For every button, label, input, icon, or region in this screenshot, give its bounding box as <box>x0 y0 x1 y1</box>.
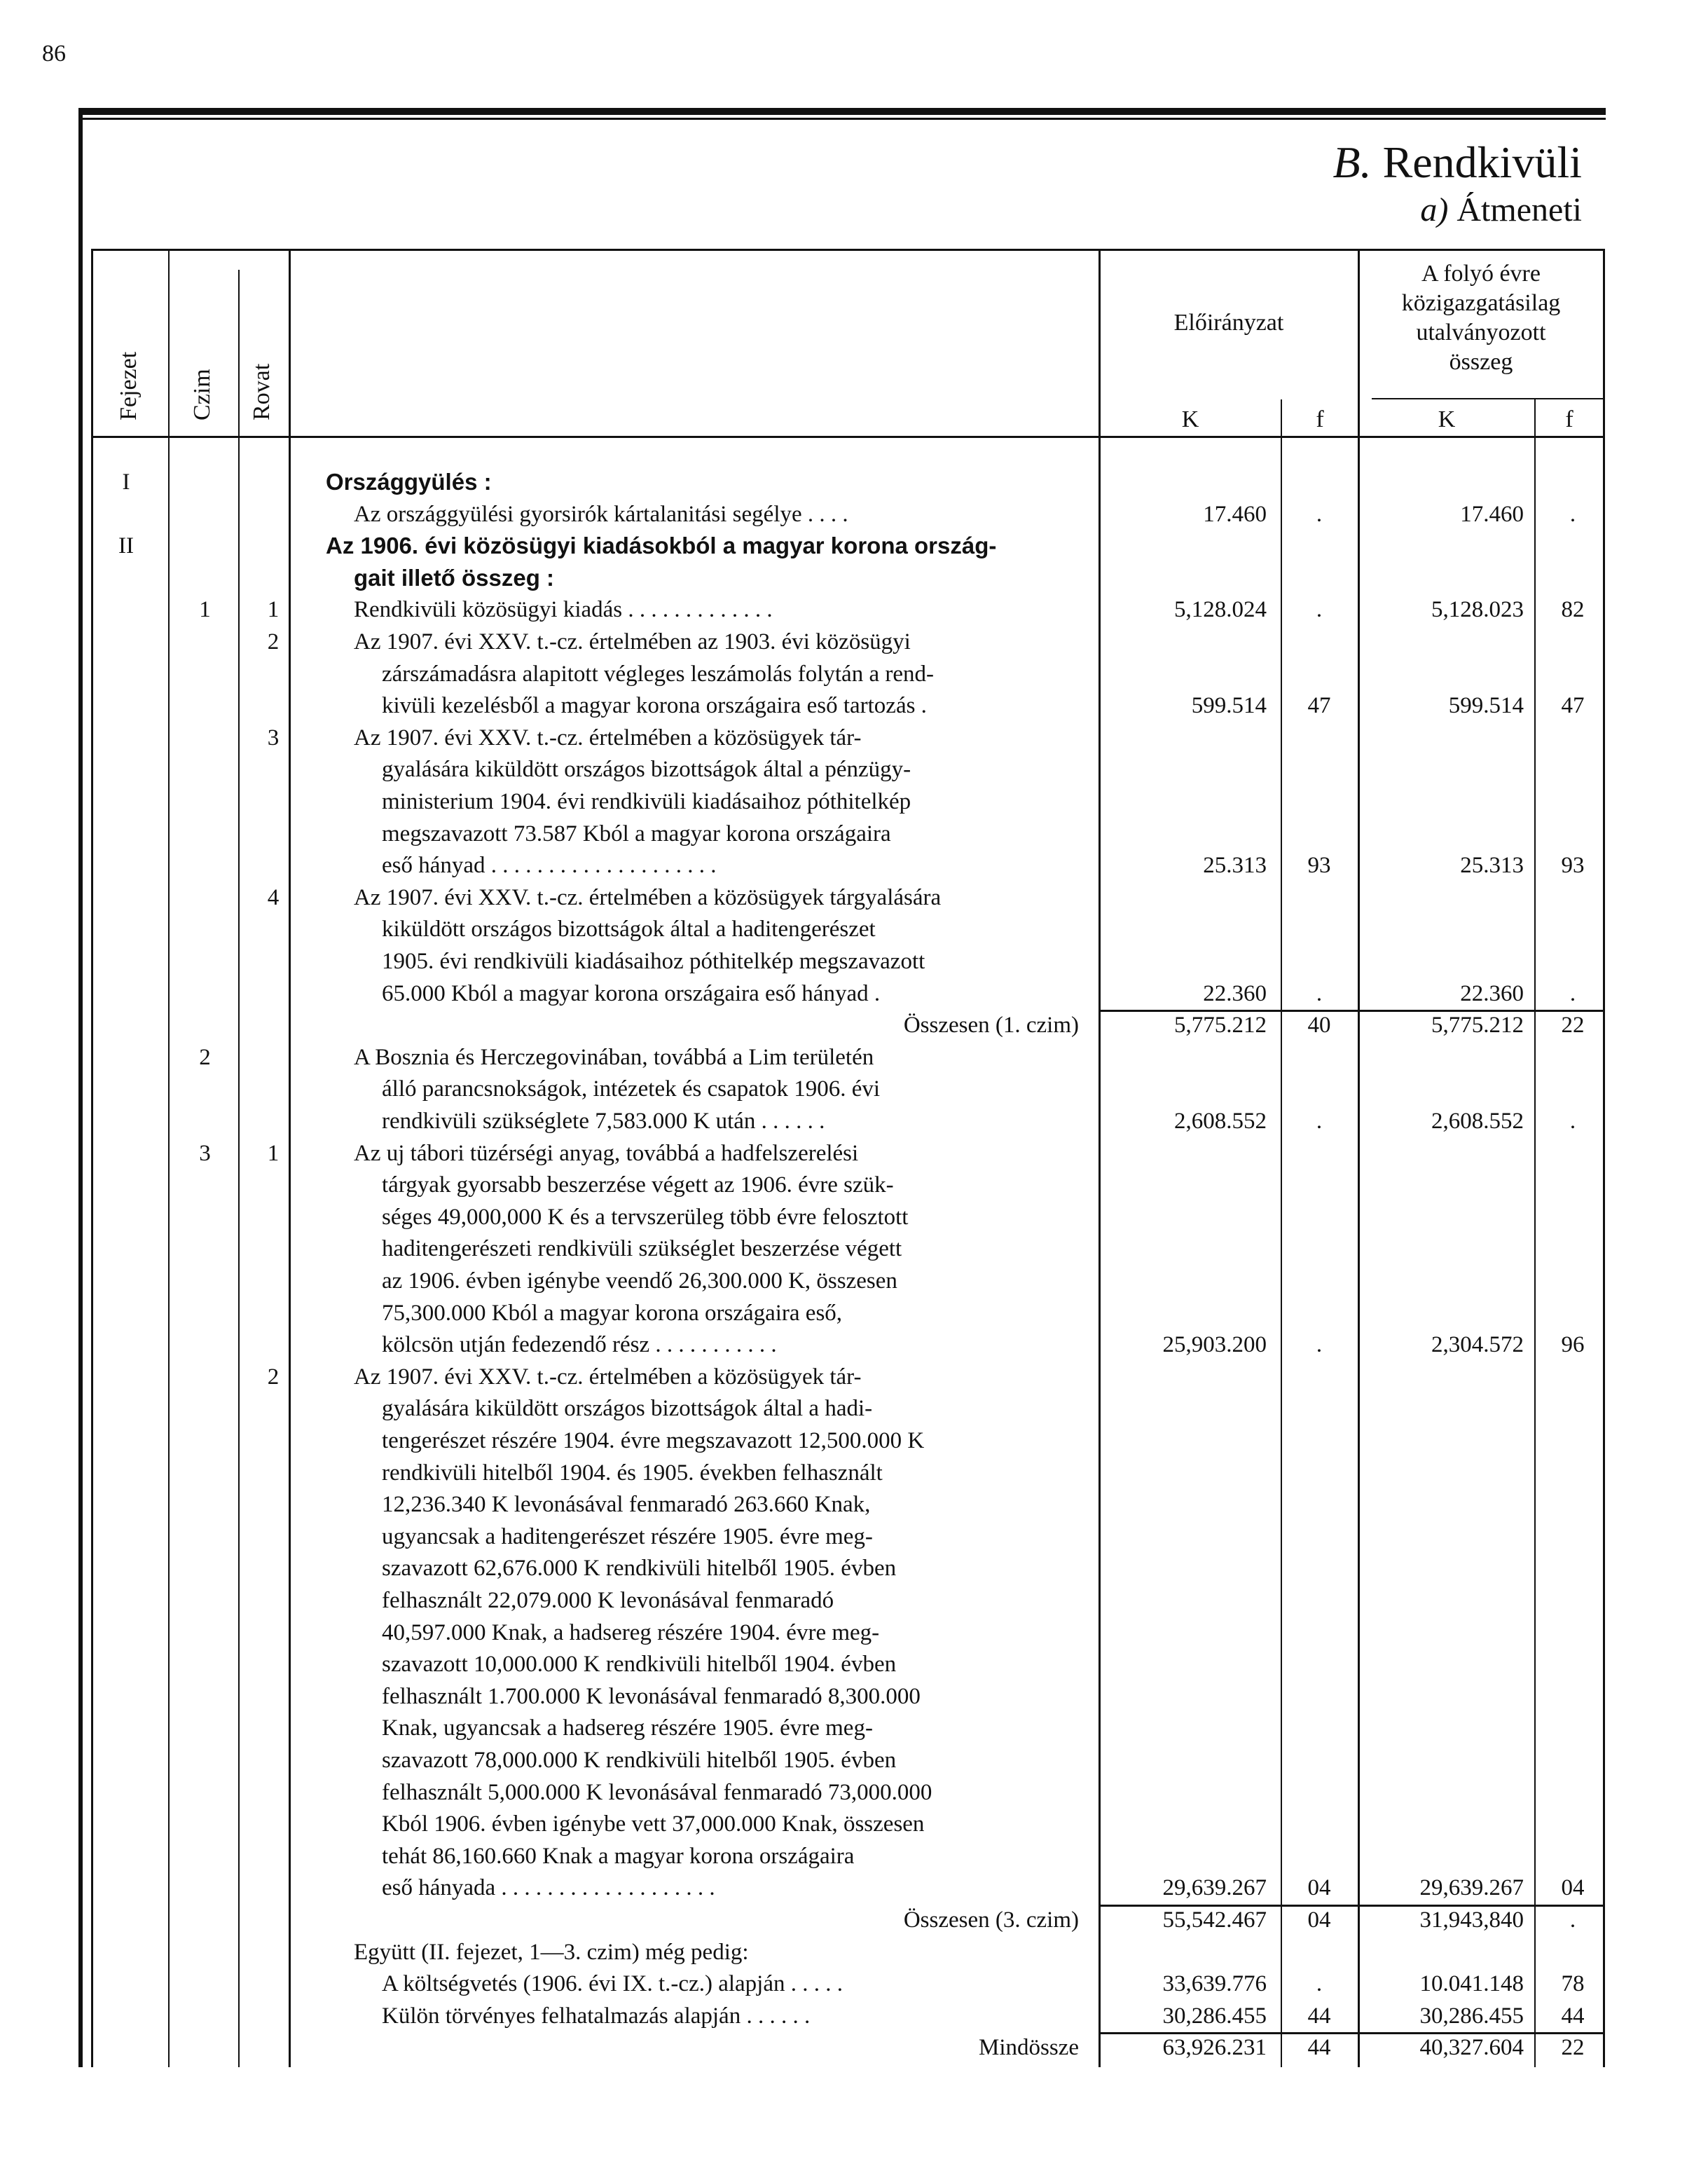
table-row <box>0 469 1708 495</box>
row-text: Mindössze <box>979 2035 1079 2061</box>
table-row <box>0 949 1708 974</box>
row-text: Összesen (1. czim) <box>903 1013 1079 1038</box>
eloiranyzat-f-cell: . <box>1316 597 1323 623</box>
section-letter: B. <box>1332 137 1372 187</box>
row-text: 1905. évi rendkivüli kiadásaihoz póthitelkép megszavazott <box>382 949 925 974</box>
utalvanyozott-f-cell: 22 <box>1561 2035 1585 2061</box>
table-row <box>0 1205 1708 1230</box>
table-row <box>0 1492 1708 1517</box>
row-text: kiküldött országos bizottságok által a haditengerészet <box>382 917 876 942</box>
utalvanyozott-f-cell: 04 <box>1561 1875 1585 1901</box>
col-header-czim: Czim <box>189 369 215 420</box>
row-text: Az uj tábori tüzérségi anyag, továbbá a hadfelszerelési <box>354 1140 859 1166</box>
row-text: gait illető összeg : <box>354 565 555 591</box>
table-row <box>0 1811 1708 1837</box>
eloiranyzat-k-cell: 55,542.467 <box>1162 1907 1267 1933</box>
table-row <box>0 789 1708 814</box>
row-text: zárszámadásra alapitott végleges leszámolás folytán a rend- <box>382 661 934 687</box>
utalvanyozott-f-cell: 47 <box>1561 693 1585 719</box>
eloiranyzat-f-cell: 04 <box>1307 1907 1331 1933</box>
table-row <box>0 662 1708 687</box>
table-row <box>0 1301 1708 1326</box>
row-text: tárgyak gyorsabb beszerzése végett az 1906. évre szük- <box>382 1172 894 1198</box>
row-text: Együtt (II. fejezet, 1—3. czim) még pedig: <box>354 1939 749 1965</box>
top-rule-thin <box>78 118 1606 120</box>
col-header-eloiranyzat: Előirányzat <box>1173 310 1284 336</box>
eloiranyzat-f-cell: 93 <box>1307 853 1331 879</box>
table-row <box>0 757 1708 782</box>
eloiranyzat-k-cell: 25,903.200 <box>1162 1332 1267 1358</box>
eloiranyzat-k-cell: 63,926.231 <box>1162 2035 1267 2061</box>
eloiranyzat-f-cell: . <box>1316 1332 1323 1358</box>
row-text: Az 1907. évi XXV. t.-cz. értelmében a közösügyek tár- <box>354 1364 862 1390</box>
utalvanyozott-k-cell: 2,304.572 <box>1431 1332 1524 1358</box>
rovat-cell: 4 <box>267 884 280 910</box>
table-row <box>0 1396 1708 1421</box>
sum-rule <box>1099 1905 1358 1907</box>
total-row <box>0 2035 1708 2060</box>
col-header-folyo-line1: A folyó évre <box>1421 261 1541 287</box>
eloiranyzat-k-cell: 30,286.455 <box>1162 2003 1267 2029</box>
row-text: Az 1906. évi közösügyi kiadásokból a magyar korona ország- <box>326 533 997 559</box>
table-row <box>0 821 1708 846</box>
subsection-title-text: Átmeneti <box>1456 191 1582 228</box>
table-row <box>0 1172 1708 1198</box>
row-text: ugyancsak a haditengerészet részére 1905. évre meg- <box>382 1523 873 1549</box>
eloiranyzat-f-cell: . <box>1316 1109 1323 1134</box>
table-row <box>0 1460 1708 1486</box>
row-text: A költségvetés (1906. évi IX. t.-cz.) alapján . . . . . <box>382 1971 843 1997</box>
table-row <box>0 725 1708 750</box>
row-text: felhasznált 5,000.000 K levonásával fenmaradó 73,000.000 <box>382 1779 932 1805</box>
utalvanyozott-k-cell: 25.313 <box>1460 853 1524 879</box>
table-row <box>0 1588 1708 1613</box>
row-text: eső hányad . . . . . . . . . . . . . . . . . . . . <box>382 853 717 879</box>
row-text: Országgyülés : <box>326 469 492 495</box>
rovat-cell: 1 <box>267 597 280 623</box>
section-title <box>1332 137 1582 188</box>
utalvanyozott-f-cell: . <box>1569 1109 1576 1134</box>
subsection-letter: a) <box>1420 191 1449 228</box>
row-text: ministerium 1904. évi rendkivüli kiadásaihoz póthitelkép <box>382 789 911 814</box>
row-text: 75,300.000 Kból a magyar korona országaira eső, <box>382 1300 843 1326</box>
table-row <box>0 565 1708 591</box>
table-row <box>0 1524 1708 1549</box>
table-row <box>0 1045 1708 1070</box>
table-row <box>0 1109 1708 1134</box>
row-text: Az 1907. évi XXV. t.-cz. értelmében az 1903. évi közösügyi <box>354 629 911 654</box>
table-row <box>0 1875 1708 1900</box>
col-header-k2: K <box>1438 406 1456 432</box>
rovat-cell: 2 <box>267 629 280 654</box>
table-row <box>0 629 1708 654</box>
col-header-k1: K <box>1181 406 1199 432</box>
header-bottom-line <box>91 436 1604 438</box>
row-text: szavazott 78,000.000 K rendkivüli hitelből 1905. évben <box>382 1748 897 1773</box>
row-text: Összesen (3. czim) <box>903 1907 1079 1933</box>
eloiranyzat-k-cell: 33,639.776 <box>1162 1971 1267 1997</box>
col-header-fejezet: Fejezet <box>116 351 142 420</box>
row-text: 65.000 Kból a magyar korona országaira eső hányad . <box>382 980 881 1006</box>
table-row <box>0 1268 1708 1294</box>
row-text: gyalására kiküldött országos bizottságok által a hadi- <box>382 1396 873 1422</box>
utalvanyozott-k-cell: 40,327.604 <box>1419 2035 1524 2061</box>
row-text: gyalására kiküldött országos bizottságok által a pénzügy- <box>382 757 911 783</box>
eloiranyzat-f-cell: . <box>1316 1971 1323 1997</box>
row-text: rendkivüli hitelből 1904. és 1905. években felhasznált <box>382 1460 883 1486</box>
table-row <box>0 1844 1708 1869</box>
utalvanyozott-k-cell: 17.460 <box>1460 501 1524 527</box>
utalvanyozott-k-cell: 599.514 <box>1448 693 1524 719</box>
utalvanyozott-k-cell: 29,639.267 <box>1419 1875 1524 1901</box>
utalvanyozott-k-cell: 30,286.455 <box>1419 2003 1524 2029</box>
row-text: Az 1907. évi XXV. t.-cz. értelmében a közösügyek tár- <box>354 725 862 750</box>
top-rule <box>78 108 1606 115</box>
eloiranyzat-f-cell: 44 <box>1307 2003 1331 2029</box>
subheader-line <box>1372 398 1603 399</box>
eloiranyzat-f-cell: . <box>1316 501 1323 527</box>
eloiranyzat-f-cell: 47 <box>1307 693 1331 719</box>
utalvanyozott-k-cell: 5,775.212 <box>1431 1013 1524 1038</box>
utalvanyozott-f-cell: 78 <box>1561 1971 1585 1997</box>
table-row <box>0 1364 1708 1390</box>
row-text: álló parancsnokságok, intézetek és csapatok 1906. évi <box>382 1076 881 1102</box>
row-text: szavazott 62,676.000 K rendkivüli hitelből 1905. évben <box>382 1556 897 1582</box>
utalvanyozott-f-cell: 96 <box>1561 1332 1585 1358</box>
row-text: Knak, ugyancsak a hadsereg részére 1905. évre meg- <box>382 1715 873 1741</box>
table-row <box>0 1780 1708 1805</box>
rovat-cell: 2 <box>267 1364 280 1390</box>
table-row <box>0 533 1708 558</box>
sum-rule <box>1358 1905 1603 1907</box>
utalvanyozott-f-cell: 22 <box>1561 1013 1585 1038</box>
utalvanyozott-k-cell: 10.041.148 <box>1419 1971 1524 1997</box>
eloiranyzat-k-cell: 5,128.024 <box>1174 597 1267 623</box>
row-text: Kból 1906. évben igénybe vett 37,000.000 Knak, összesen <box>382 1811 925 1837</box>
rovat-cell: 1 <box>267 1140 280 1166</box>
utalvanyozott-k-cell: 5,128.023 <box>1431 597 1524 623</box>
utalvanyozott-f-cell: . <box>1569 980 1576 1006</box>
table-row <box>0 693 1708 718</box>
col-header-folyo <box>1359 259 1603 377</box>
table-row <box>0 1556 1708 1581</box>
utalvanyozott-k-cell: 31,943,840 <box>1419 1907 1524 1933</box>
section-title-text: Rendkivüli <box>1382 137 1582 187</box>
row-text: az 1906. évben igénybe veendő 26,300.000 K, összesen <box>382 1268 897 1294</box>
col-header-folyo-line2: közigazgatásilag <box>1401 290 1561 316</box>
table-row <box>0 1940 1708 1965</box>
row-text: eső hányada . . . . . . . . . . . . . . . . . . . <box>382 1875 715 1901</box>
eloiranyzat-k-cell: 25.313 <box>1203 853 1267 879</box>
table-row <box>0 1971 1708 1996</box>
czim-cell: 3 <box>199 1140 211 1166</box>
eloiranyzat-k-cell: 5,775.212 <box>1174 1013 1267 1038</box>
eloiranyzat-f-cell: 04 <box>1307 1875 1331 1901</box>
table-row <box>0 1620 1708 1645</box>
table-row <box>0 1748 1708 1773</box>
row-text: Az országgyülési gyorsirók kártalanitási segélye . . . . <box>354 501 848 527</box>
row-text: megszavazott 73.587 Kból a magyar korona országaira <box>382 821 891 846</box>
fejezet-cell: I <box>122 469 130 495</box>
eloiranyzat-f-cell: 40 <box>1307 1013 1331 1038</box>
utalvanyozott-k-cell: 2,608.552 <box>1431 1109 1524 1134</box>
table-row <box>0 502 1708 527</box>
col-header-folyo-line4: összeg <box>1449 349 1513 375</box>
row-text: A Bosznia és Herczegovinában, továbbá a Lim területén <box>354 1044 874 1070</box>
row-text: kivüli kezelésből a magyar korona országaira eső tartozás . <box>382 693 927 719</box>
table-row <box>0 597 1708 622</box>
row-text: tengerészet részére 1904. évre megszavazott 12,500.000 K <box>382 1428 925 1453</box>
table-row <box>0 1076 1708 1102</box>
eloiranyzat-f-cell: . <box>1316 980 1323 1006</box>
total-row <box>0 1013 1708 1038</box>
utalvanyozott-f-cell: . <box>1569 1907 1576 1933</box>
col-header-folyo-line3: utalványozott <box>1416 320 1546 345</box>
row-text: rendkivüli szükséglete 7,583.000 K után . . . . . . <box>382 1109 825 1134</box>
page-number: 86 <box>42 41 66 67</box>
table-row <box>0 885 1708 910</box>
row-text: haditengerészeti rendkivüli szükséglet beszerzése végett <box>382 1236 902 1262</box>
row-text: Külön törvényes felhatalmazás alapján . . . . . . <box>382 2003 811 2029</box>
col-header-f2: f <box>1565 406 1573 432</box>
table-row <box>0 917 1708 942</box>
row-text: szavazott 10,000.000 K rendkivüli hitelből 1904. évben <box>382 1652 897 1678</box>
row-text: 12,236.340 K levonásával fenmaradó 263.660 Knak, <box>382 1492 871 1518</box>
table-row <box>0 981 1708 1006</box>
table-row <box>0 1684 1708 1709</box>
row-text: felhasznált 22,079.000 K levonásával fenmaradó <box>382 1588 834 1613</box>
utalvanyozott-f-cell: 82 <box>1561 597 1585 623</box>
col-header-f1: f <box>1316 406 1324 432</box>
sum-rule <box>1099 2032 1358 2034</box>
table-row <box>0 1652 1708 1677</box>
eloiranyzat-k-cell: 17.460 <box>1203 501 1267 527</box>
utalvanyozott-f-cell: 44 <box>1561 2003 1585 2029</box>
table-row <box>0 2003 1708 2029</box>
eloiranyzat-k-cell: 2,608.552 <box>1174 1109 1267 1134</box>
rovat-cell: 3 <box>267 725 280 750</box>
header-top-line <box>91 249 1604 251</box>
row-text: tehát 86,160.660 Knak a magyar korona országaira <box>382 1843 855 1869</box>
row-text: Az 1907. évi XXV. t.-cz. értelmében a közösügyek tárgyalására <box>354 884 942 910</box>
table-row <box>0 1428 1708 1453</box>
table-row <box>0 1141 1708 1166</box>
table-row <box>0 1332 1708 1357</box>
sum-rule <box>1358 2032 1603 2034</box>
table-row <box>0 1715 1708 1741</box>
section-subtitle <box>1420 191 1582 229</box>
eloiranyzat-f-cell: 44 <box>1307 2035 1331 2061</box>
row-text: felhasznált 1.700.000 K levonásával fenmaradó 8,300.000 <box>382 1683 921 1709</box>
sum-rule <box>1358 1010 1603 1012</box>
row-text: séges 49,000,000 K és a tervszerüleg több évre felosztott <box>382 1204 909 1230</box>
row-text: 40,597.000 Knak, a hadsereg részére 1904. évre meg- <box>382 1619 880 1645</box>
row-text: kölcsön utján fedezendő rész . . . . . . . . . . . <box>382 1332 777 1358</box>
table-row <box>0 853 1708 878</box>
col-header-rovat: Rovat <box>249 363 275 420</box>
czim-cell: 1 <box>199 597 211 623</box>
eloiranyzat-k-cell: 599.514 <box>1191 693 1267 719</box>
table-row <box>0 1236 1708 1261</box>
row-text: Rendkivüli közösügyi kiadás . . . . . . . . . . . . . <box>354 597 773 623</box>
czim-cell: 2 <box>199 1044 211 1070</box>
utalvanyozott-f-cell: 93 <box>1561 853 1585 879</box>
utalvanyozott-f-cell: . <box>1569 501 1576 527</box>
eloiranyzat-k-cell: 22.360 <box>1203 980 1267 1006</box>
total-row <box>0 1907 1708 1933</box>
fejezet-cell: II <box>118 533 134 559</box>
eloiranyzat-k-cell: 29,639.267 <box>1162 1875 1267 1901</box>
utalvanyozott-k-cell: 22.360 <box>1460 980 1524 1006</box>
sum-rule <box>1099 1010 1358 1012</box>
